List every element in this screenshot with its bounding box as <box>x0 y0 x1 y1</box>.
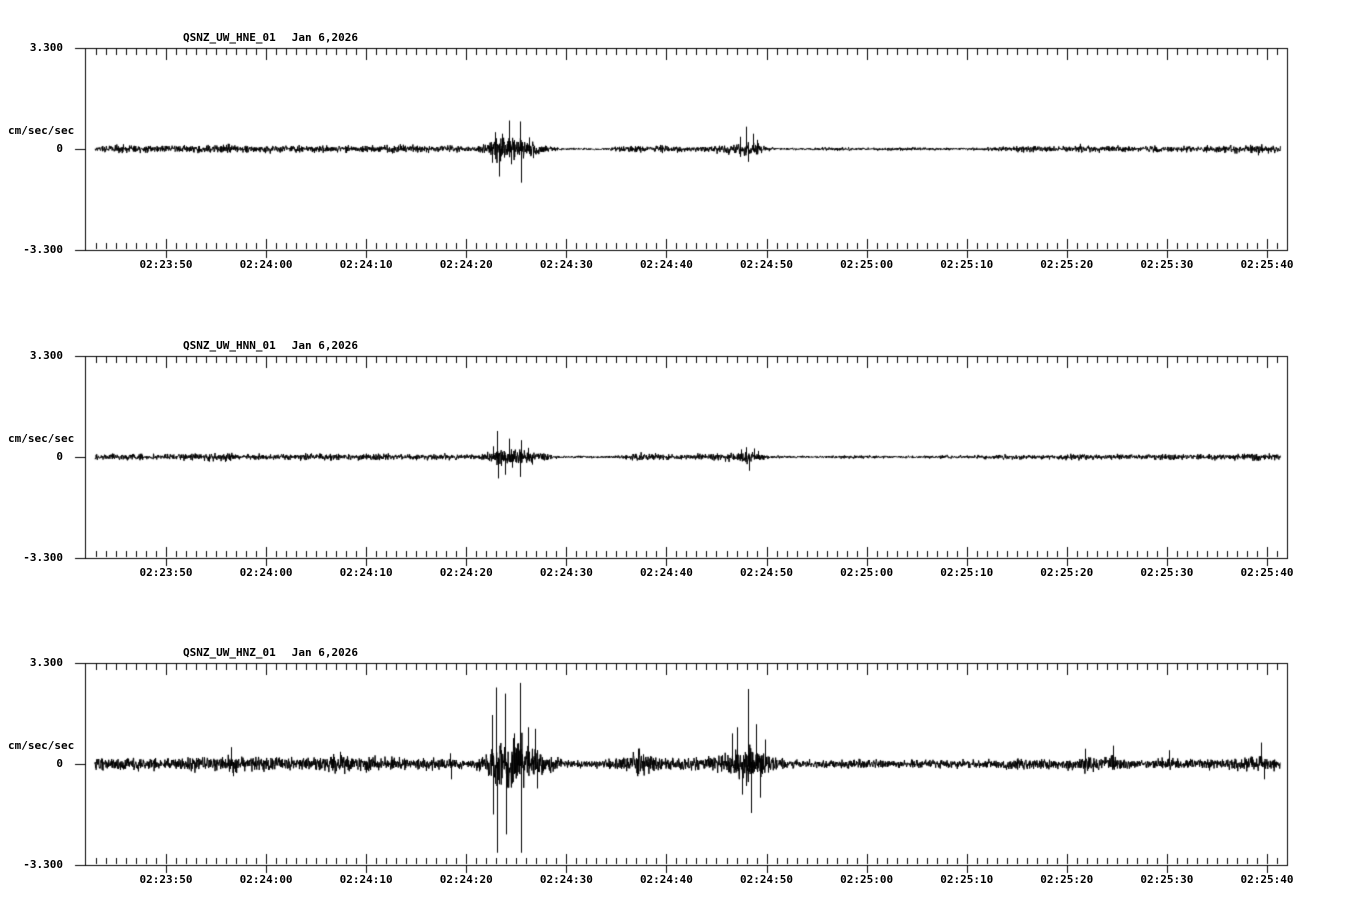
x-tick-label: 02:24:20 <box>439 873 493 886</box>
x-tick-label: 02:24:10 <box>339 873 393 886</box>
panel-title <box>183 31 358 44</box>
x-tick-label: 02:24:50 <box>740 873 794 886</box>
x-tick-label: 02:24:00 <box>239 566 293 579</box>
y-axis-zero-label: 0 <box>56 142 63 155</box>
x-tick-label: 02:25:20 <box>1040 873 1094 886</box>
x-tick-label: 02:25:30 <box>1140 566 1194 579</box>
x-tick-label: 02:25:10 <box>940 566 994 579</box>
x-tick-label: 02:25:40 <box>1240 566 1294 579</box>
y-axis-max-label: 3.300 <box>29 349 63 362</box>
y-axis-unit-label: cm/sec/sec <box>8 739 75 752</box>
x-tick-label: 02:25:30 <box>1140 873 1194 886</box>
x-tick-label: 02:24:40 <box>639 873 693 886</box>
x-tick-label: 02:24:50 <box>740 258 794 271</box>
date-label: Jan 6,2026 <box>291 339 358 352</box>
x-tick-labels <box>0 566 1358 580</box>
x-tick-label: 02:25:20 <box>1040 258 1094 271</box>
x-tick-label: 02:24:10 <box>339 258 393 271</box>
x-tick-label: 02:25:40 <box>1240 258 1294 271</box>
x-tick-label: 02:24:40 <box>639 258 693 271</box>
x-tick-label: 02:23:50 <box>139 873 193 886</box>
x-tick-label: 02:24:00 <box>239 258 293 271</box>
x-tick-label: 02:24:10 <box>339 566 393 579</box>
panel-title <box>183 339 358 352</box>
x-tick-label: 02:25:20 <box>1040 566 1094 579</box>
x-tick-label: 02:25:30 <box>1140 258 1194 271</box>
x-tick-label: 02:24:20 <box>439 566 493 579</box>
y-axis-zero-label: 0 <box>56 757 63 770</box>
trace-id-label: QSNZ_UW_HNZ_01 <box>183 646 276 659</box>
x-tick-label: 02:25:10 <box>940 873 994 886</box>
date-label: Jan 6,2026 <box>291 646 358 659</box>
x-tick-labels <box>0 873 1358 887</box>
x-tick-label: 02:24:30 <box>539 873 593 886</box>
trace-id-label: QSNZ_UW_HNN_01 <box>183 339 276 352</box>
x-tick-label: 02:25:40 <box>1240 873 1294 886</box>
x-tick-label: 02:24:30 <box>539 566 593 579</box>
x-tick-label: 02:24:50 <box>740 566 794 579</box>
y-axis-max-label: 3.300 <box>29 656 63 669</box>
y-axis-min-label: -3.300 <box>23 858 63 871</box>
x-tick-label: 02:25:00 <box>840 258 894 271</box>
x-tick-label: 02:24:20 <box>439 258 493 271</box>
x-tick-label: 02:25:00 <box>840 566 894 579</box>
panel-title <box>183 646 358 659</box>
y-axis-min-label: -3.300 <box>23 243 63 256</box>
x-tick-label: 02:24:00 <box>239 873 293 886</box>
y-axis-min-label: -3.300 <box>23 551 63 564</box>
y-axis-zero-label: 0 <box>56 450 63 463</box>
x-tick-label: 02:24:30 <box>539 258 593 271</box>
x-tick-label: 02:25:10 <box>940 258 994 271</box>
y-axis-unit-label: cm/sec/sec <box>8 124 75 137</box>
y-axis-max-label: 3.300 <box>29 41 63 54</box>
x-tick-labels <box>0 258 1358 272</box>
x-tick-label: 02:24:40 <box>639 566 693 579</box>
y-axis-unit-label: cm/sec/sec <box>8 432 75 445</box>
x-tick-label: 02:25:00 <box>840 873 894 886</box>
trace-id-label: QSNZ_UW_HNE_01 <box>183 31 276 44</box>
x-tick-label: 02:23:50 <box>139 258 193 271</box>
x-tick-label: 02:23:50 <box>139 566 193 579</box>
date-label: Jan 6,2026 <box>291 31 358 44</box>
